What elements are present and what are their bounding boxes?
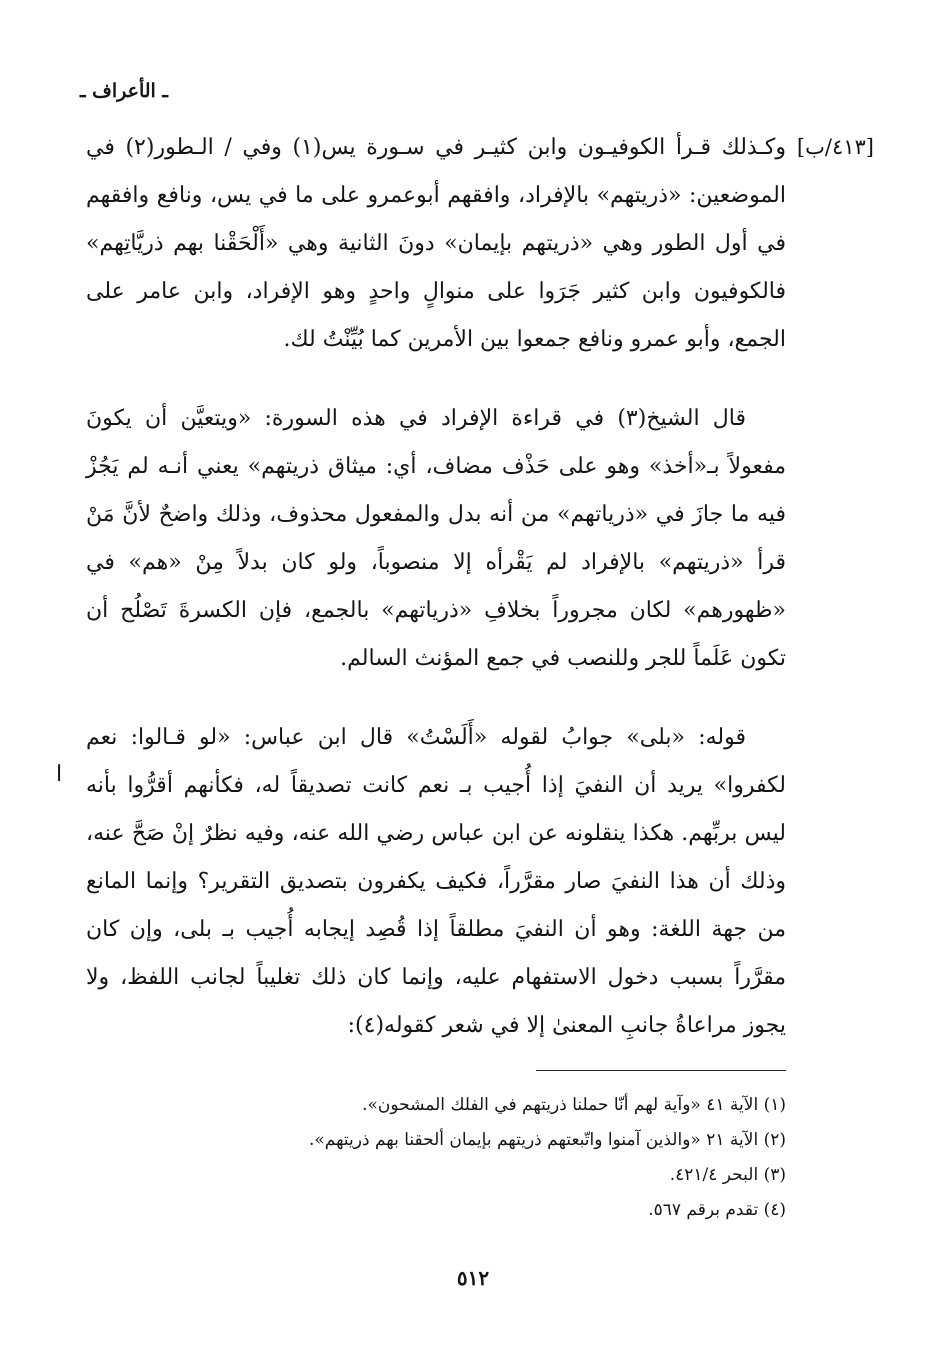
footnote: (٣) البحر ٤٢١/٤.	[669, 1165, 786, 1185]
paragraph: قوله: «بلى» جوابُ لقوله «أَلَسْتُ» قال ابن عباس: «لو قـالوا: نعم لكفروا» يريد أن النفيَ إذا أُجيب بـ نعم كانت تصديقاً له، فكأنهم أقرُّوا بأنه ليس بربِّهم. هكذا ينقلونه عن ابن عباس رضي الله عنه، وفيه نظرٌ إنْ صَحَّ عنه، وذلك أن هذا النفيَ صار مقرَّراً، فكيف يكفرون بتصديق التقرير؟ وإنما المانع من جهة اللغة: وهو أن النفيَ مطلقاً إذا قُصِد إيجابه أُجيب بـ بلى، وإن كان مقرَّراً بسبب دخول الاستفهام عليه، وإنما كان ذلك تغليباً لجانب اللفظ، ولا يجوز مراعاةُ جانبِ المعنىٰ إلا في شعر كقوله(٤):	[86, 725, 786, 1038]
footnote-separator	[536, 1070, 786, 1071]
footnote: (٢) الآية ٢١ «والذين آمنوا واتّبعتهم ذريتهم بإيمان ألحقنا بهم ذريتهم».	[308, 1130, 786, 1150]
folio-reference: [٤١٣/ب]	[796, 135, 874, 159]
main-text	[86, 124, 786, 1050]
page-number: ٥١٢	[456, 1266, 490, 1290]
running-header: ـ الأعراف ـ	[79, 80, 168, 102]
footnote: (١) الآية ٤١ «وآية لهم أنّا حملنا ذريتهم في الفلك المشحون».	[362, 1095, 786, 1115]
footnote: (٤) تقدم برقم ٥٦٧.	[648, 1200, 786, 1220]
paragraph: وكـذلك قـرأ الكوفيـون وابن كثيـر في سـورة يس(١) وفي / الـطور(٢) في الموضعين: «ذريتهم» بالإفراد، وافقهم أبوعمرو على ما في يس، ونافع وافقهم في أول الطور وهي «ذريتهم بإيمان» دونَ الثانية وهي «أَلْحَقْنا بهم ذريَّاتِهم» فالكوفيون وابن كثير جَرَوا على منوالٍ واحدٍ وهو الإفراد، وابن عامر على الجمع، وأبو عمرو ونافع جمعوا بين الأمرين كما بُيِّنْتُ لك.	[86, 135, 786, 352]
paragraph: قال الشيخ(٣) في قراءة الإفراد في هذه السورة: «ويتعيَّن أن يكونَ مفعولاً بـ«أخذ» وهو على حَذْف مضاف، أي: ميثاق ذريتهم» يعني أنـه لم يَجُزْ فيه ما جازَ في «ذرياتهم» من أنه بدل والمفعول محذوف، وذلك واضحٌ لأنَّ مَنْ قرأ «ذريتهم» بالإفراد لم يَقْرأه إلا منصوباً، ولو كان بدلاً مِنْ «هم» في «ظهورهم» لكان مجروراً بخلافِ «ذرياتهم» بالجمع، فإن الكسرةَ تَصْلُح أن تكون عَلَماً للجر وللنصب في جمع المؤنث السالم.	[86, 406, 786, 671]
margin-mark: ا	[56, 762, 63, 787]
footnotes	[86, 1088, 786, 1228]
